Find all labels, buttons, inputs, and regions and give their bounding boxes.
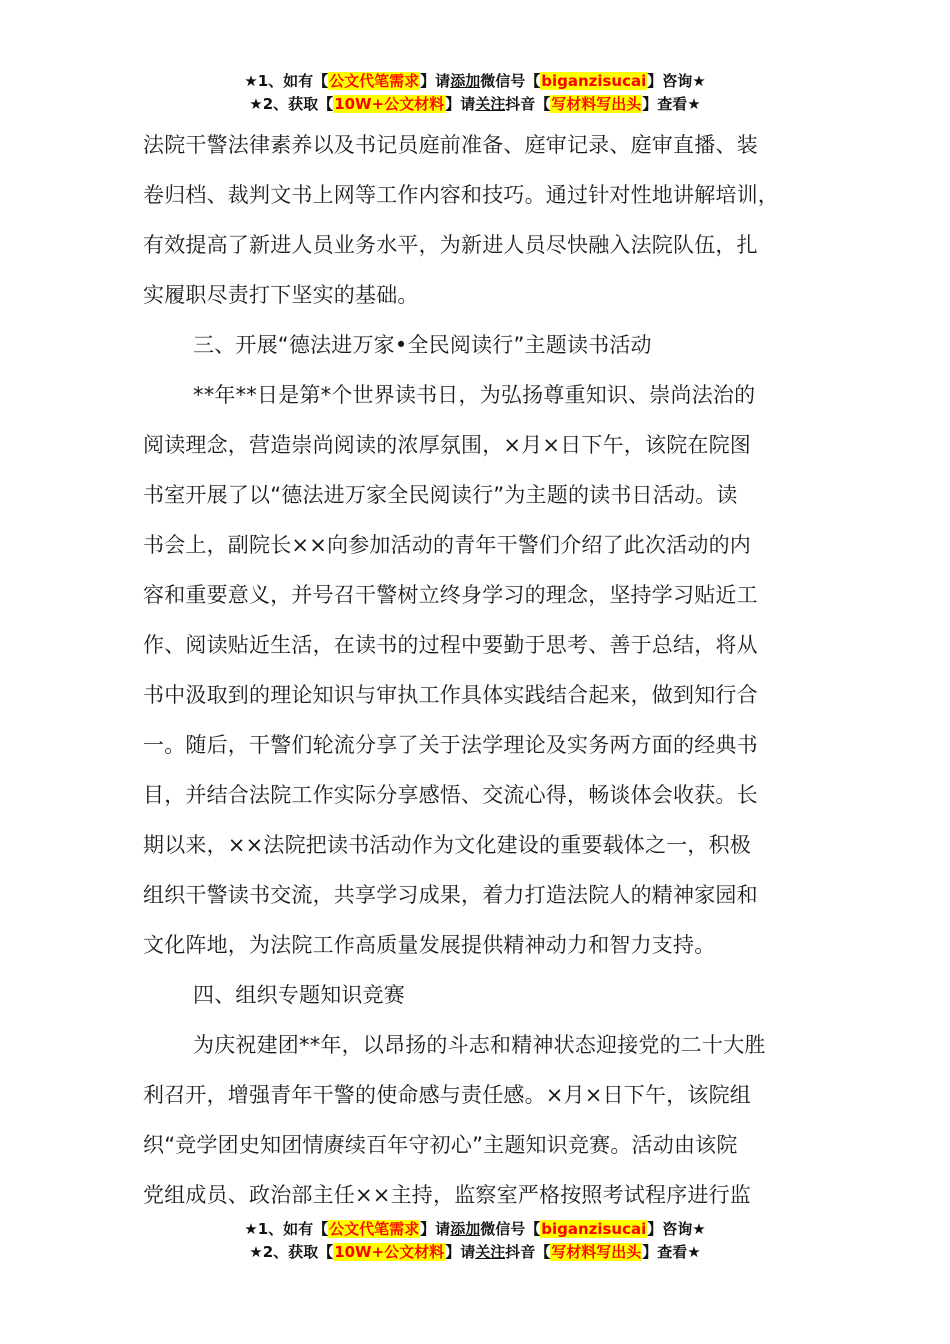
banner-text: 】查看★ [642, 95, 701, 113]
body-line: 利召开，增强青年干警的使命感与责任感。×月×日下午，该院组 [143, 1083, 751, 1107]
banner-text: 添加 [450, 72, 481, 90]
banner-text: ★2、获取【 [249, 1243, 334, 1261]
body-line: 书会上，副院长××向参加活动的青年干警们介绍了此次活动的内 [143, 533, 751, 557]
banner-text: 】请 [420, 1220, 451, 1238]
banner-text: ★2、获取【 [249, 95, 334, 113]
body-line: 文化阵地，为法院工作高质量发展提供精神动力和智力支持。 [143, 933, 716, 957]
highlight-douyin-id: 写材料写出头 [551, 95, 642, 113]
banner-text: 添加 [450, 1220, 481, 1238]
banner-text: 微信号【 [480, 1220, 541, 1238]
body-line: **年**日是第*个世界读书日，为弘扬尊重知识、崇尚法治的 [193, 383, 756, 407]
banner-text: 】请 [420, 72, 451, 90]
banner-text: 】咨询★ [647, 1220, 706, 1238]
body-line: 一。随后，干警们轮流分享了关于法学理论及实务两方面的经典书 [143, 733, 758, 757]
banner-text: ★1、如有【 [244, 1220, 329, 1238]
banner-line-1 [0, 70, 950, 93]
highlight-wechat-id: biganzisucai [541, 1220, 647, 1238]
body-line: 卷归档、裁判文书上网等工作内容和技巧。通过针对性地讲解培训， [143, 183, 779, 207]
banner-line-2 [0, 93, 950, 116]
banner-text: 】咨询★ [647, 72, 706, 90]
highlight-materials: 10W+公文材料 [334, 1243, 445, 1261]
header-banner [0, 70, 950, 116]
banner-text: 】请 [445, 1243, 476, 1261]
highlight-service: 公文代笔需求 [329, 1220, 420, 1238]
body-line: 法院干警法律素养以及书记员庭前准备、庭审记录、庭审直播、装 [143, 133, 758, 157]
document-body [143, 120, 818, 1220]
body-line: 容和重要意义，并号召干警树立终身学习的理念，坚持学习贴近工 [143, 583, 758, 607]
highlight-service: 公文代笔需求 [329, 72, 420, 90]
banner-text: 】请 [445, 95, 476, 113]
banner-text: 抖音【 [505, 95, 551, 113]
banner-text: 微信号【 [480, 72, 541, 90]
body-line: 实履职尽责打下坚实的基础。 [143, 283, 419, 307]
highlight-materials: 10W+公文材料 [334, 95, 445, 113]
body-line: 有效提高了新进人员业务水平，为新进人员尽快融入法院队伍，扎 [143, 233, 758, 257]
footer-banner [0, 1218, 950, 1264]
body-line: 织“竞学团史知团情赓续百年守初心”主题知识竞赛。活动由该院 [143, 1133, 738, 1157]
body-line: 党组成员、政治部主任××主持，监察室严格按照考试程序进行监 [143, 1183, 751, 1207]
body-line: 目，并结合法院工作实际分享感悟、交流心得，畅谈体会收获。长 [143, 783, 758, 807]
banner-text: 关注 [475, 95, 506, 113]
body-line: 期以来，××法院把读书活动作为文化建设的重要载体之一，积极 [143, 833, 751, 857]
banner-text: ★1、如有【 [244, 72, 329, 90]
body-line: 书中汲取到的理论知识与审执工作具体实践结合起来，做到知行合 [143, 683, 758, 707]
highlight-wechat-id: biganzisucai [541, 72, 647, 90]
highlight-douyin-id: 写材料写出头 [551, 1243, 642, 1261]
banner-text: 抖音【 [505, 1243, 551, 1261]
body-line: 阅读理念，营造崇尚阅读的浓厚氛围，×月×日下午，该院在院图 [143, 433, 751, 457]
banner-line-1 [0, 1218, 950, 1241]
body-line: 作、阅读贴近生活，在读书的过程中要勤于思考、善于总结，将从 [143, 633, 758, 657]
banner-text: 关注 [475, 1243, 506, 1261]
body-line: 为庆祝建团**年，以昂扬的斗志和精神状态迎接党的二十大胜 [193, 1033, 766, 1057]
banner-text: 】查看★ [642, 1243, 701, 1261]
body-line: 组织干警读书交流，共享学习成果，着力打造法院人的精神家园和 [143, 883, 758, 907]
section-heading: 三、开展“德法进万家•全民阅读行”主题读书活动 [193, 333, 652, 357]
section-heading: 四、组织专题知识竞赛 [193, 983, 405, 1007]
banner-line-2 [0, 1241, 950, 1264]
body-line: 书室开展了以“德法进万家全民阅读行”为主题的读书日活动。读 [143, 483, 738, 507]
